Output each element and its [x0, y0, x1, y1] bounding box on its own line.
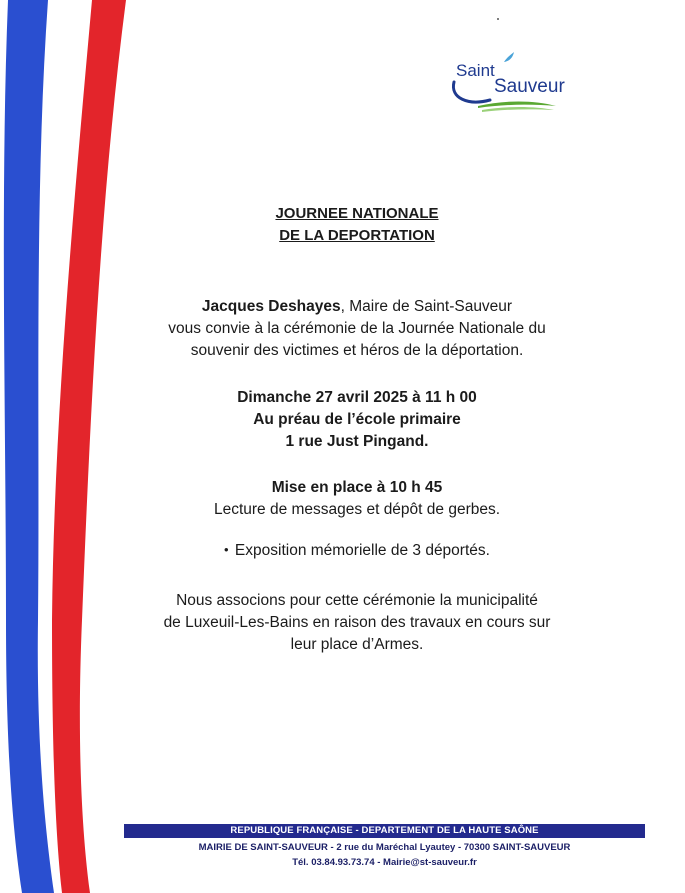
scan-speck [497, 18, 499, 20]
title-line-2: DE LA DEPORTATION [279, 227, 435, 244]
logo-word-sauveur: Sauveur [494, 76, 565, 97]
footer-banner: REPUBLIQUE FRANÇAISE - DEPARTEMENT DE LA HAUTE SAÔNE [124, 824, 645, 838]
event-address: 1 rue Just Pingand. [285, 433, 429, 450]
invitation-paragraph [0, 296, 685, 362]
event-details [0, 387, 685, 453]
saint-sauveur-logo [444, 48, 594, 120]
association-line-1: Nous associons pour cette cérémonie la municipalité [176, 592, 538, 609]
intro-line-1 [0, 296, 685, 318]
intro-line-2: vous convie à la cérémonie de la Journée Nationale du [168, 320, 546, 337]
exhibition-item [0, 542, 685, 560]
setup-activity: Lecture de messages et dépôt de gerbes. [213, 501, 501, 518]
event-date: Dimanche 27 avril 2025 à 11 h 00 [237, 389, 477, 406]
intro-line-3: souvenir des victimes et héros de la déportation. [190, 342, 524, 359]
association-paragraph [0, 590, 685, 656]
mayor-title: , Maire de Saint-Sauveur [340, 298, 513, 315]
footer-address: MAIRIE DE SAINT-SAUVEUR - 2 rue du Maréchal Lyautey - 70300 SAINT-SAUVEUR [198, 842, 571, 853]
logo-swoosh-blue [453, 82, 490, 102]
footer-contact: Tél. 03.84.93.73.74 - Mairie@st-sauveur.fr [292, 857, 477, 868]
setup-details [0, 477, 685, 521]
logo-leaf-icon [504, 52, 514, 62]
document-title [0, 203, 685, 247]
association-line-3: leur place d’Armes. [290, 636, 424, 653]
setup-time: Mise en place à 10 h 45 [271, 479, 443, 496]
association-line-2: de Luxeuil-Les-Bains en raison des travaux en cours sur [163, 614, 551, 631]
logo-swoosh-lightgreen [482, 107, 554, 112]
mayor-name: Jacques Deshayes [201, 298, 341, 315]
logo-word-saint: Saint [456, 61, 495, 80]
exhibition-text: Exposition mémorielle de 3 déportés. [234, 542, 490, 559]
title-line-1: JOURNEE NATIONALE [275, 205, 439, 222]
event-place: Au préau de l’école primaire [253, 411, 461, 428]
bullet-icon: • [224, 542, 229, 557]
